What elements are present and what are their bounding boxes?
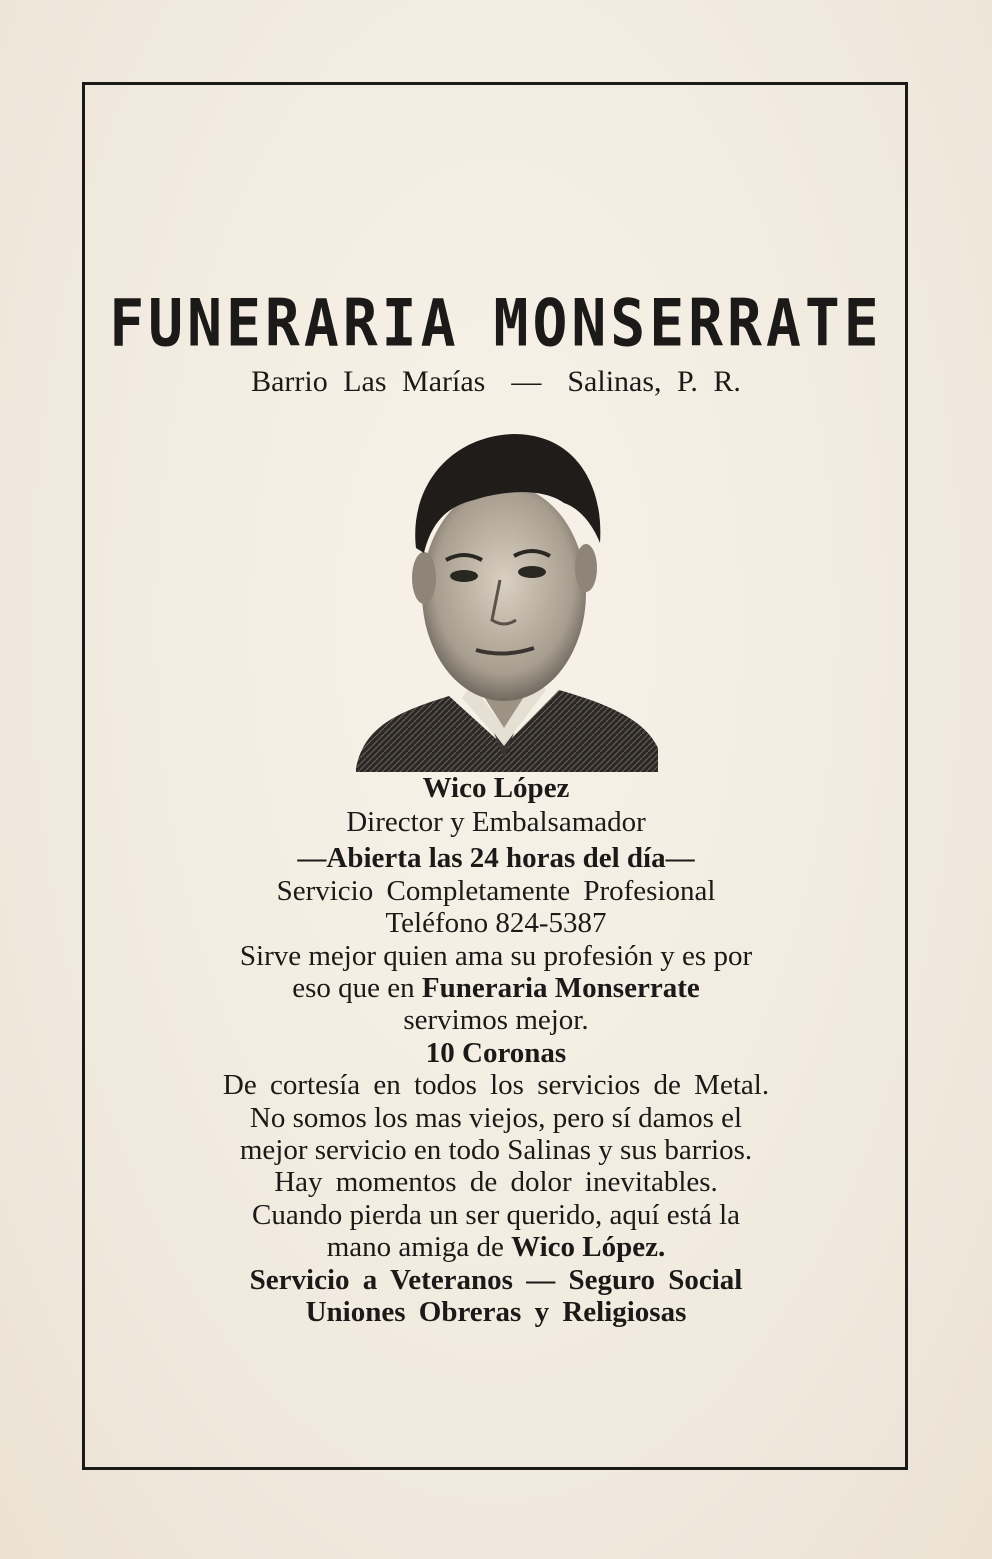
service-line: Servicio Completamente Profesional xyxy=(276,874,716,907)
ad-body xyxy=(0,806,992,1329)
phone-line: Teléfono 824-5387 xyxy=(385,907,607,940)
motto-line-2 xyxy=(0,972,992,1004)
crowns-heading: 10 Coronas xyxy=(425,1036,567,1069)
claim-line-1: No somos los mas viejos, pero sí damos el xyxy=(249,1101,743,1134)
claim-line-4: Cuando pierda un ser querido, aquí está la xyxy=(251,1198,740,1231)
footer-line-2: Uniones Obreras y Religiosas xyxy=(305,1296,687,1329)
address-town: Salinas, P. R. xyxy=(567,365,741,398)
claim-line-5 xyxy=(0,1231,992,1263)
portrait-icon xyxy=(354,428,660,772)
address-barrio: Barrio Las Marías xyxy=(251,365,486,398)
claim-line-3: Hay momentos de dolor inevitables. xyxy=(274,1166,718,1199)
motto-line-2-text: eso que en xyxy=(292,972,422,1005)
hours-line: —Abierta las 24 horas del día— xyxy=(297,842,695,875)
director-role: Director y Embalsamador xyxy=(346,806,646,838)
director-name: Wico López xyxy=(422,772,570,804)
title-word-monserrate: MONSERRATE xyxy=(493,285,883,362)
motto-line-1: Sirve mejor quien ama su profesión y es por xyxy=(239,939,753,972)
portrait-photo xyxy=(354,428,660,772)
claim-director-name: Wico López. xyxy=(511,1231,666,1264)
motto-business-name: Funeraria Monserrate xyxy=(421,972,700,1005)
motto-line-3: servimos mejor. xyxy=(403,1004,589,1037)
address xyxy=(0,365,992,399)
title-word-funeraria: FUNERARIA xyxy=(109,285,460,362)
claim-line-5-text: mano amiga de xyxy=(326,1231,512,1264)
business-title xyxy=(0,285,992,361)
claim-line-2: mejor servicio en todo Salinas y sus barrios. xyxy=(239,1134,753,1167)
address-dash: — xyxy=(511,365,542,398)
footer-line-1: Servicio a Veteranos — Seguro Social xyxy=(249,1263,743,1296)
crowns-text: De cortesía en todos los servicios de Metal. xyxy=(222,1069,770,1102)
